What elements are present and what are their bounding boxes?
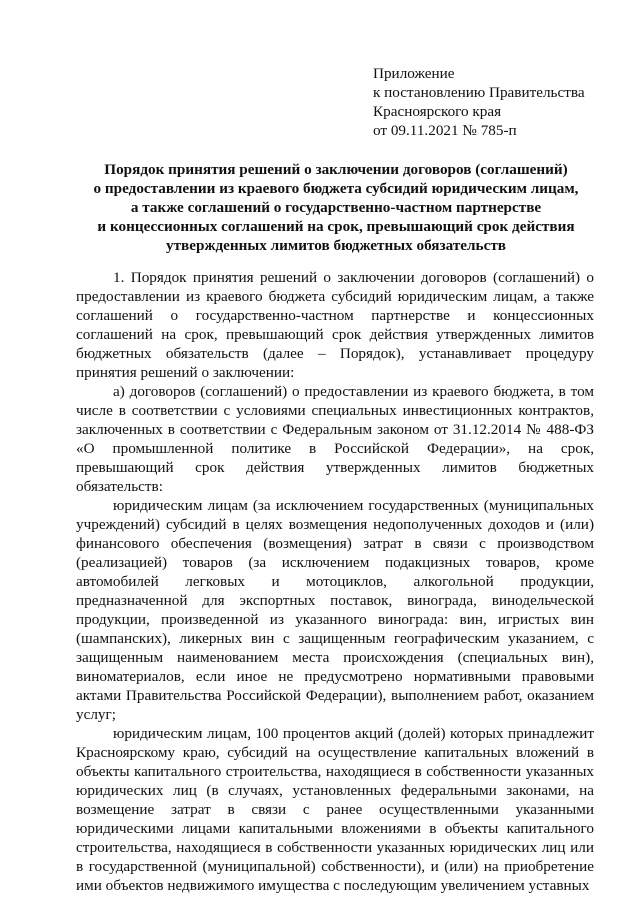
title-line: Порядок принятия решений о заключении договоров (соглашений) <box>104 161 568 178</box>
appendix-line: к постановлению Правительства <box>373 84 585 101</box>
paragraph-1: 1. Порядок принятия решений о заключении договоров (соглашений) о предоставлении из краевого бюджета субсидий юридическим лицам, а также соглашений о государственно-частном партнерстве и концессионных соглашений на срок, превышающий срок действия утвержденных лимитов бюджетных обязательств (далее – Порядок), устанавливает процедуру принятия решений о заключении: <box>76 269 594 381</box>
title-line: о предоставлении из краевого бюджета субсидий юридическим лицам, <box>93 180 579 197</box>
appendix-line: Красноярского края <box>373 103 502 120</box>
document-title <box>70 160 602 255</box>
appendix-header <box>373 64 628 140</box>
document-body <box>76 268 594 895</box>
paragraph-legal-entities: юридическим лицам (за исключением государственных (муниципальных учреждений) субсидий в целях возмещения недополученных доходов и (или) финансового обеспечения (возмещения) затрат в связи с производством (реализацией) товаров (за исключением подакцизных товаров, кроме автомобилей легковых и мотоциклов, алкогольной продукции, предназначенной для экспортных поставок, винограда, винодельческой продукции, произведенной из указанного винограда: вин, игристых вин (шампанских), ликерных вин с защищенным географическим указанием, с защищенным наименованием места происхождения (специальных вин), виноматериалов, если иное не предусмотрено нормативными правовыми актами Правительства Российской Федерации), выполнением работ, оказанием услуг; <box>76 497 594 723</box>
title-line: и концессионных соглашений на срок, превышающий срок действия <box>97 218 575 235</box>
appendix-line: от 09.11.2021 № 785-п <box>373 122 517 139</box>
paragraph-a: а) договоров (соглашений) о предоставлении из краевого бюджета, в том числе в соответствии с условиями специальных инвестиционных контрактов, заключенных в соответствии с Федеральным законом от 31.12.2014 № 488-ФЗ «О промышленной политике в Российской Федерации», на срок, превышающий срок действия утвержденных лимитов бюджетных обязательств: <box>76 383 594 495</box>
title-line: а также соглашений о государственно-частном партнерстве <box>130 199 542 216</box>
appendix-line: Приложение <box>373 65 455 82</box>
paragraph-state-owned-entities: юридическим лицам, 100 процентов акций (долей) которых принадлежит Красноярскому краю, субсидий на осуществление капитальных вложений в объекты капитального строительства, находящиеся в собственности указанных юридических лиц (в случаях, установленных федеральными законами, на возмещение затрат в связи с ранее осуществленными указанными юридическими лицами капитальными вложениями в объекты капитального строительства, находящиеся в собственности указанных юридических лиц или в государственной (муниципальной) собственности), и (или) на приобретение ими объектов недвижимого имущества с последующим увеличением уставных <box>76 725 594 894</box>
title-line: утвержденных лимитов бюджетных обязательств <box>166 237 506 254</box>
